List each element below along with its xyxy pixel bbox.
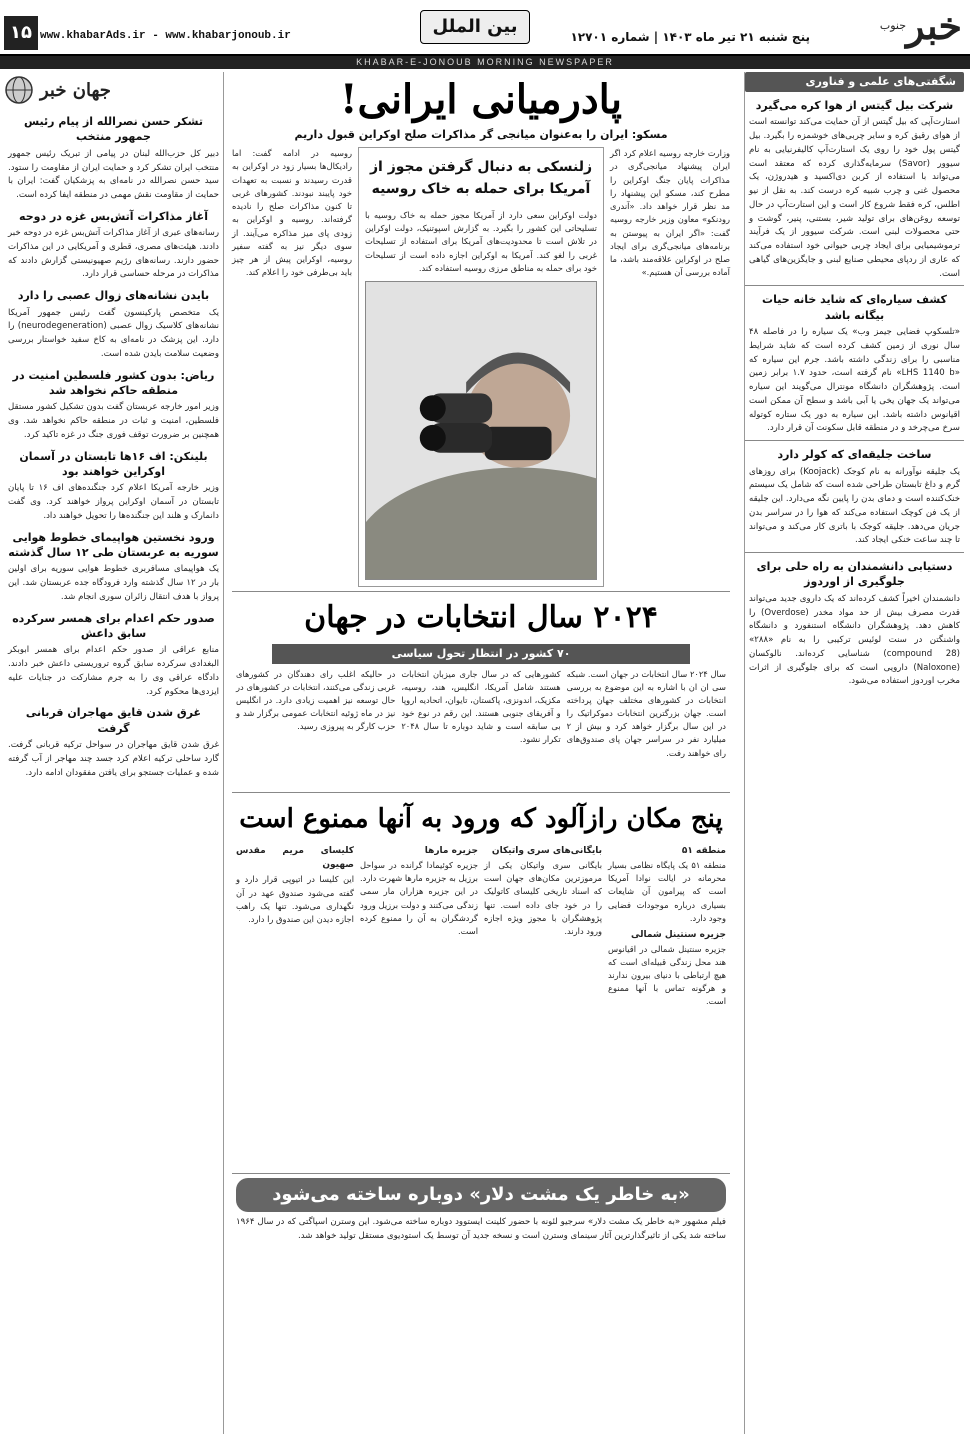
places-col xyxy=(360,841,478,1169)
page-number: ۱۵ xyxy=(4,16,38,50)
divider xyxy=(745,285,964,286)
film-headline: «به خاطر یک مشت دلار» دوباره ساخته می‌شود xyxy=(236,1178,726,1212)
places-text: این کلیسا در اتیوپی قرار دارد و گفته می‌شود صندوق عهد در آن نگهداری می‌شود. تنها یک راهب اجازه دیدن این صندوق را دارد. xyxy=(236,874,354,924)
divider xyxy=(232,1173,730,1174)
article-title: دستیابی دانشمندان به راه حلی برای جلوگیری از اوردوز xyxy=(756,560,953,589)
elections-headline: ۲۰۲۴ سال انتخابات در جهان xyxy=(304,600,658,635)
science-column xyxy=(744,72,964,1434)
places-headline: پنج مکان رازآلود که ورود به آنها ممنوع است xyxy=(239,804,723,834)
side-story xyxy=(358,147,604,587)
site-url[interactable]: www.khabarAds.ir - www.khabarjonoub.ir xyxy=(40,30,291,42)
places-col xyxy=(484,841,602,1169)
side-story-title: زلنسکی به دنبال گرفتن مجوز از آمریکا برای حمله به خاک روسیه xyxy=(369,159,593,198)
dateline: پنج شنبه ۲۱ تیر ماه ۱۴۰۳ | شماره ۱۲۷۰۱ xyxy=(570,30,810,44)
places-col xyxy=(236,841,354,1169)
soldier-binoculars-icon xyxy=(366,282,596,579)
news-body: غرق شدن قایق مهاجران در سواحل ترکیه قربانی گرفت. گارد ساحلی ترکیه اعلام کرد جسد چند مهاجر از آب گرفته شده و عملیات جستجو برای یافتن مفقودان ادامه دارد. xyxy=(8,740,219,778)
divider xyxy=(232,591,730,592)
header-strip: KHABAR-E-JONOUB MORNING NEWSPAPER xyxy=(0,56,970,69)
places-subhead: جزیره سنتینل شمالی xyxy=(631,929,726,940)
news-body: منابع عراقی از صدور حکم اعدام برای همسر ابوبکر البغدادی سرکرده سابق گروه تروریستی داعش خبر دادند. دادگاه عراقی وی را به جرم مشارکت در جنایات علیه ایزدی‌ها محکوم کرد. xyxy=(8,645,219,697)
article-title: شرکت بیل گیتس از هوا کره می‌گیرد xyxy=(755,99,954,112)
places-body xyxy=(232,841,730,1169)
center-section xyxy=(232,72,730,1396)
places-subhead: منطقه ۵۱ xyxy=(681,846,726,856)
side-story-body: دولت اوکراین سعی دارد از آمریکا مجوز حمله به خاک روسیه با تسلیحاتی این کشور را بگیرد. به گزارش اسپوتنیک، دولت اوکراین در تلاش است تا محدودیت‌های آمریکا برای استفاده از تسلیحات غربی را لغو کند. آمریکا به اوکراین اجازه داده است از تسلیحات خود برای حمله به مناطق مرزی روسیه استفاده کند. xyxy=(365,209,597,273)
news-title: صدور حکم اعدام برای همسر سرکرده سابق داعش xyxy=(12,611,215,641)
places-text: منطقه ۵۱ یک پایگاه نظامی بسیار محرمانه در ایالت نوادا آمریکا است که پیرامون آن شایعات بسیاری درباره موجودات فضایی وجود دارد. xyxy=(608,860,726,923)
news-body: یک هواپیمای مسافربری خطوط هوایی سوریه برای اولین بار در ۱۲ سال گذشته وارد فرودگاه جده عربستان شد. این پرواز با هدف انتقال زائران سوری انجام شد. xyxy=(8,564,219,602)
world-news-banner xyxy=(4,72,223,108)
article-title: ساخت جلیقه‌ای که کولر دارد xyxy=(777,448,932,462)
lead-block xyxy=(232,147,730,587)
news-title: بایدن نشانه‌های زوال عصبی را دارد xyxy=(17,289,210,303)
newspaper-logo: خبر$^{جنوب}$ xyxy=(879,3,962,48)
elections-col: کشورهایی که در سال جاری میزبان انتخابات هستند شامل آمریکا، انگلیس، هند، روسیه، مکزیک، اندونزی، پاکستان، تایوان، اتحادیه اروپا و آفریقای جنوبی هستند. این رقم در نوع خود بی سابقه است و شاید دوباره تا سال ۲۰۴۸ تکرار نشود. xyxy=(401,669,561,745)
places-text: جزیره سنتینل شمالی در اقیانوس هند محل زندگی قبیله‌ای است که هیچ ارتباطی با دنیای بیرون ندارند و هرگونه تماس با آنها ممنوع است. xyxy=(608,943,726,1007)
soldier-photo xyxy=(365,281,597,580)
news-title: ریاض: بدون کشور فلسطین امنیت در منطقه حاکم نخواهد شد xyxy=(12,368,215,397)
lead-body-right: وزارت خارجه روسیه اعلام کرد اگر ایران پیشنهاد میانجی‌گری در مذاکرات پایان جنگ اوکراین را مطرح کند، مسکو این پیشنهاد را مد نظر قرار خواهد داد. «آندری رودنکو» معاون وزیر خارجه روسیه گفت: «اگر ایران به پیوستن به برنامه‌های میانجی‌گری برای ایجاد صلح در اوکراین علاقه‌مند باشد، ما آماده بررسی آن هستیم.» xyxy=(610,148,730,278)
elections-col: سال ۲۰۲۴ سال انتخابات در جهان است. شبکه سی ان ان با اشاره به این موضوع به بررسی انتخابات در کشورهای مختلف جهان پرداخته است. جهان بزرگترین انتخابات دموکراتیک را در این سال برگزار خواهد کرد و بیش از ۲ میلیارد نفر در سراسر جهان پای صندوق‌های رای خواهند رفت. xyxy=(566,669,726,758)
article-body: «تلسکوپ فضایی جیمز وب» یک سیاره را در فاصله ۴۸ سال نوری از زمین کشف کرده است که شاید شرایط مناسبی را برای زندگی داشته باشد. جرم این سیاره که «LHS 1140 b» نام گرفته است، حدود ۱.۷ برابر زمین است. پژوهشگران دانشگاه مونترال می‌گویند این سیاره می‌تواند یک جهان یخی یا آبی باشد و سطح آن ممکن است اقیانوس داشته باشد. این سیاره به دور یک ستاره کوتوله سرخ می‌چرخد و در منطقه قابل سکونت آن قرار دارد. xyxy=(749,327,960,434)
article-body: دانشمندان اخیراً کشف کرده‌اند که یک داروی جدید می‌تواند قدرت مصرف بیش از حد مواد مخدر (Overdose) را کاهش دهد. پژوهشگران دانشگاه استنفورد و دانشگاه واشنگتن در سنت لوئیس ترکیبی را به نام «۲۸۸» (compound 28) شناسایی کرده‌اند. نالوکسان (Naloxone) دارویی است که برای جلوگیری از اثرات مخرب اوردوز استفاده می‌شود. xyxy=(749,593,960,687)
places-subhead: بایگانی‌های سری واتیکان xyxy=(491,846,602,856)
article-body: استارت‌آپی که بیل گیتس از آن حمایت می‌کند توانسته است از هوای رقیق کره و سایر چربی‌های خوشمزه را بگیرد. بیل گیتس پول خود را روی یک استارت‌آپ کالیفرنیایی به نام سیوور (Savor) سرمایه‌گذاری کرده که معتقد است می‌تواند با استفاده از کربن دی‌اکسید و هیدروژن، یک محصول غنی و چرب شبیه کره درست کند. به نقل از نیو اطلس، کره فقط شروع کار است و این استارت‌آپ در حال توسعه روغن‌های برای تولید شیر، بستنی، پنیر، گوشت و حتی محصولات لبنی است. شرکت سیوور از یک فرآیند ترموشیمیایی برای ایجاد چربی حیوانی خود استفاده می‌کند که عاری از ردپای محیطی صنایع لبنی و جایگزین‌های گیاهی است. xyxy=(749,117,960,279)
places-subhead: کلیسای مریم مقدس صهیون xyxy=(236,846,354,871)
news-body: وزیر خارجه آمریکا اعلام کرد جنگنده‌های اف ۱۶ تا پایان تابستان در آسمان اوکراین پرواز خواهند کرد. وی گفت دانمارک و هلند این جنگنده‌ها را تحویل خواهند داد. xyxy=(8,483,219,521)
places-subhead: جزیره مارها xyxy=(424,846,478,856)
divider xyxy=(745,552,964,553)
elections-col: در حالیکه اغلب رای دهندگان در کشورهای غربی زندگی می‌کنند، انتخابات در کشورهای در حال توسعه نیز اهمیت زیادی دارد. در انگلیس نیز در ماه ژوئیه انتخابات عمومی برگزار شد و حزب کارگر به پیروزی رسید. xyxy=(236,669,396,732)
places-text: جزیره کوئیمادا گرانده در سواحل برزیل به جزیره مارها شهرت دارد. در این جزیره هزاران مار سمی زندگی می‌کنند و دولت برزیل ورود گردشگران به آن را ممنوع کرده است. xyxy=(360,860,478,936)
elections-subtitle: ۷۰ کشور در انتظار تحول سیاسی xyxy=(272,644,690,664)
news-title: آغاز مذاکرات آتش‌بس غزه در دوحه xyxy=(19,209,208,223)
film-body: فیلم مشهور «به خاطر یک مشت دلار» سرجیو لئونه با حضور کلینت ایستوود دوباره ساخته می‌شود. این وسترن اسپاگتی که در سال ۱۹۶۴ ساخته شد یکی از تاثیرگذارترین آثار سینمای وسترن است و نسخه جدید آن توسط یک استودیوی مستقل تولید خواهد شد. xyxy=(236,1217,726,1241)
science-banner: شگفتی‌های علمی و فناوری xyxy=(745,72,964,92)
divider xyxy=(745,440,964,441)
world-news-title: جهان خبر xyxy=(40,79,111,101)
article-body: یک جلیقه نوآورانه به نام کوجک (Koojack) برای روزهای گرم و داغ تابستان طراحی شده است که شامل یک سیستم خنک‌کننده است و دمای بدن را پایین نگه می‌دارد. این جلیقه از یک فن کوچک استفاده می‌کند که هوا را در سراسر بدن جریان می‌دهد. جلیقه کوجک با باتری کار می‌کند و می‌تواند تا چند ساعت خنکی ایجاد کند. xyxy=(749,466,960,546)
news-title: ورود نخستین هواپیمای خطوط هوایی سوریه به عربستان طی ۱۲ سال گذشته xyxy=(8,530,219,560)
masthead xyxy=(0,0,970,56)
world-news-column xyxy=(4,72,224,1434)
places-col xyxy=(608,841,726,1169)
news-body: دبیر کل حزب‌الله لبنان در پیامی از تبریک رئیس جمهور منتخب ایران تشکر کرد و حمایت ایران از مقاومت را ستود. سید حسن نصرالله در نامه‌ای به پزشکیان گفت: ایران با حمایت از مقاومت نقش مهمی در منطقه ایفا کرده است. xyxy=(8,148,219,201)
lead-headline: پادرمیانی ایرانی! xyxy=(340,76,622,123)
places-text: بایگانی سری واتیکان یکی از مرموزترین مکان‌های جهان است که اسناد تاریخی کلیسای کاتولیک را در خود جای داده است. تنها پژوهشگران با مجوز ویژه اجازه ورود دارند. xyxy=(484,860,602,936)
lead-body-left: روسیه در ادامه گفت: اما رادیکال‌ها بسیار زود در اوکراین به قدرت رسیدند و نسبت به تعهدات خود پایبند نبودند. کشورهای غربی تا کنون مذاکرات صلح را نادیده گرفته‌اند. روسیه و اوکراین به زودی پای میز مذاکره می‌آیند. از سوی دیگر نیز به گفته سفیر روسیه، اوکراین پیش از هر چیز باید بی‌طرفی خود را اعلام کند. xyxy=(232,148,352,278)
news-body: وزیر امور خارجه عربستان گفت بدون تشکیل کشور مستقل فلسطین، امنیت و ثبات در منطقه حاکم نخواهد شد. وی همچنین بر ضرورت توقف فوری جنگ در غزه تاکید کرد. xyxy=(8,402,219,440)
lead-subtitle: مسکو: ایران را به‌عنوان میانجی گر مذاکرات صلح اوکراین قبول داریم xyxy=(294,128,668,141)
article-title: کشف سیاره‌ای که شاید خانه حیات بیگانه باشد xyxy=(762,293,947,322)
news-title: بلینکن: اف ۱۶ها تابستان در آسمان اوکراین خواهند بود xyxy=(19,449,208,478)
globe-icon xyxy=(4,75,34,105)
news-body: یک متخصص پارکینسون گفت رئیس جمهور آمریکا نشانه‌های کلاسیک زوال عصبی (neurodegeneration) را دارد. این پزشک در نامه‌ای به کاخ سفید خواستار بررسی وضعیت سلامت بایدن شده است. xyxy=(8,307,220,359)
elections-body xyxy=(232,668,730,788)
divider xyxy=(232,792,730,793)
section-tab: بین الملل xyxy=(420,10,530,44)
news-title: غرق شدن قایق مهاجران قربانی گرفت xyxy=(25,706,202,735)
news-title: تشکر حسن نصرالله از پیام رئیس جمهور منتخب xyxy=(23,115,204,144)
news-body: رسانه‌های عبری از آغاز مذاکرات آتش‌بس غزه در دوحه خبر دادند. هیئت‌های مصری، قطری و آمریکایی در این مذاکرات حضور دارند. رسانه‌های رژیم صهیونیستی گزارش دادند که مذاکرات در مرحله حساسی قرار دارد. xyxy=(8,228,219,280)
